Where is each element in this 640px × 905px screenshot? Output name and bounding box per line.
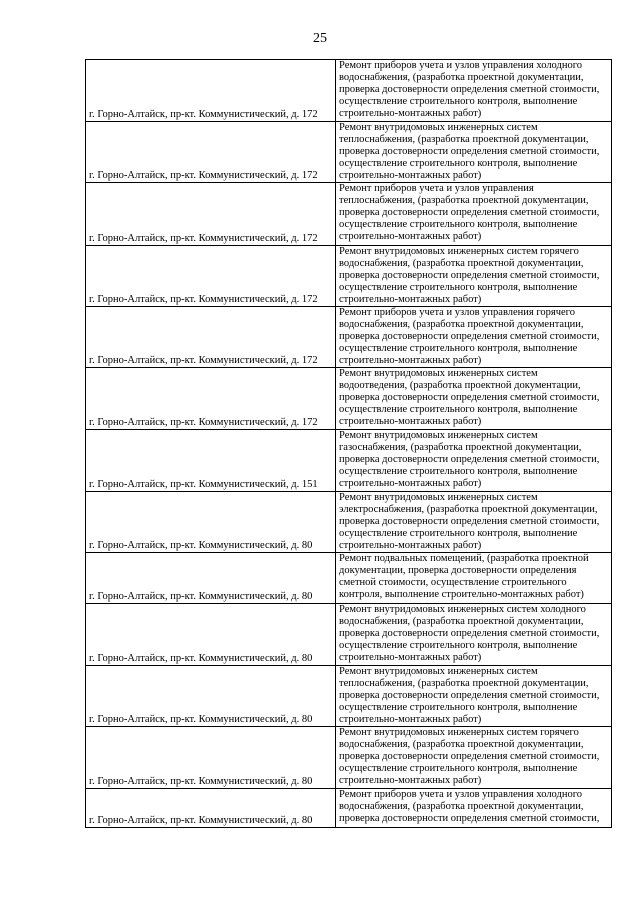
- work-description-cell: [336, 60, 612, 122]
- table-row: [86, 666, 612, 727]
- work-description: Ремонт внутридомовых инженерных систем теплоснабжения, (разработка проектной документации, проверка достоверности определения сметной стоимости, осуществление строительного контроля, выполнение строительно-монтажных работ): [339, 122, 600, 181]
- work-description-cell: [336, 553, 612, 604]
- address-cell: г. Горно-Алтайск, пр-кт. Коммунистический, д. 80: [86, 666, 336, 727]
- address-cell: г. Горно-Алтайск, пр-кт. Коммунистический, д. 80: [86, 553, 336, 604]
- address-cell: г. Горно-Алтайск, пр-кт. Коммунистический, д. 172: [86, 246, 336, 307]
- work-description-cell: [336, 246, 612, 307]
- work-description-cell: [336, 727, 612, 789]
- work-description: Ремонт внутридомовых инженерных систем электроснабжения, (разработка проектной документации, проверка достоверности определения сметной стоимости, осуществление строительного контроля, выполнение строительно-монтажных работ): [339, 492, 600, 551]
- work-description-cell: [336, 604, 612, 666]
- works-table: [85, 59, 612, 828]
- table-row: [86, 368, 612, 430]
- work-description-cell: [336, 789, 612, 828]
- work-description: Ремонт приборов учета и узлов управления холодного водоснабжения, (разработка проектной документации, проверка достоверности определения сметной стоимости, осуществление строительного контроля, выполнение строительно-монтажных работ): [339, 60, 600, 119]
- work-description-cell: [336, 492, 612, 553]
- address-cell: г. Горно-Алтайск, пр-кт. Коммунистический, д. 80: [86, 604, 336, 666]
- work-description: Ремонт внутридомовых инженерных систем газоснабжения, (разработка проектной документации, проверка достоверности определения сметной стоимости, осуществление строительного контроля, выполнение строительно-монтажных работ): [339, 430, 600, 489]
- work-description: Ремонт подвальных помещений, (разработка проектной документации, проверка достоверности определения сметной стоимости, осуществление строительного контроля, выполнение строительно-монтажных работ): [339, 553, 589, 600]
- work-description-cell: [336, 666, 612, 727]
- work-description-cell: [336, 122, 612, 183]
- work-description-cell: [336, 183, 612, 246]
- table-row: [86, 604, 612, 666]
- table-row: [86, 727, 612, 789]
- page-number: 25: [313, 31, 327, 46]
- address-cell: г. Горно-Алтайск, пр-кт. Коммунистический, д. 172: [86, 122, 336, 183]
- address-cell: г. Горно-Алтайск, пр-кт. Коммунистический, д. 172: [86, 307, 336, 368]
- address-cell: г. Горно-Алтайск, пр-кт. Коммунистический, д. 80: [86, 727, 336, 789]
- table-row: [86, 246, 612, 307]
- table-row: [86, 307, 612, 368]
- address-cell: г. Горно-Алтайск, пр-кт. Коммунистический, д. 80: [86, 789, 336, 828]
- table-row: [86, 553, 612, 604]
- address-cell: г. Горно-Алтайск, пр-кт. Коммунистический, д. 80: [86, 492, 336, 553]
- work-description: Ремонт внутридомовых инженерных систем горячего водоснабжения, (разработка проектной документации, проверка достоверности определения сметной стоимости, осуществление строительного контроля, выполнение строительно-монтажных работ): [339, 246, 600, 305]
- work-description: Ремонт внутридомовых инженерных систем горячего водоснабжения, (разработка проектной документации, проверка достоверности определения сметной стоимости, осуществление строительного контроля, выполнение строительно-монтажных работ): [339, 727, 600, 786]
- address-cell: г. Горно-Алтайск, пр-кт. Коммунистический, д. 172: [86, 183, 336, 246]
- table-row: [86, 60, 612, 122]
- work-description-cell: [336, 430, 612, 492]
- table-row: [86, 492, 612, 553]
- work-description-cell: [336, 307, 612, 368]
- address-cell: г. Горно-Алтайск, пр-кт. Коммунистический, д. 172: [86, 368, 336, 430]
- table-row: [86, 789, 612, 828]
- table-row: [86, 430, 612, 492]
- address-cell: г. Горно-Алтайск, пр-кт. Коммунистический, д. 151: [86, 430, 336, 492]
- work-description: Ремонт внутридомовых инженерных систем холодного водоснабжения, (разработка проектной документации, проверка достоверности определения сметной стоимости, осуществление строительного контроля, выполнение строительно-монтажных работ): [339, 604, 600, 663]
- work-description: Ремонт приборов учета и узлов управления холодного водоснабжения, (разработка проектной документации, проверка достоверности определения сметной стоимости,: [339, 789, 600, 824]
- table-row: [86, 183, 612, 246]
- work-description-cell: [336, 368, 612, 430]
- work-description: Ремонт внутридомовых инженерных систем водоотведения, (разработка проектной документации, проверка достоверности определения сметной стоимости, осуществление строительного контроля, выполнение строительно-монтажных работ): [339, 368, 600, 427]
- work-description: Ремонт приборов учета и узлов управления теплоснабжения, (разработка проектной документации, проверка достоверности определения сметной стоимости, осуществление строительного контроля, выполнение строительно-монтажных работ): [339, 183, 600, 242]
- address-cell: г. Горно-Алтайск, пр-кт. Коммунистический, д. 172: [86, 60, 336, 122]
- work-description: Ремонт внутридомовых инженерных систем теплоснабжения, (разработка проектной документации, проверка достоверности определения сметной стоимости, осуществление строительного контроля, выполнение строительно-монтажных работ): [339, 666, 600, 725]
- table-row: [86, 122, 612, 183]
- work-description: Ремонт приборов учета и узлов управления горячего водоснабжения, (разработка проектной документации, проверка достоверности определения сметной стоимости, осуществление строительного контроля, выполнение строительно-монтажных работ): [339, 307, 600, 366]
